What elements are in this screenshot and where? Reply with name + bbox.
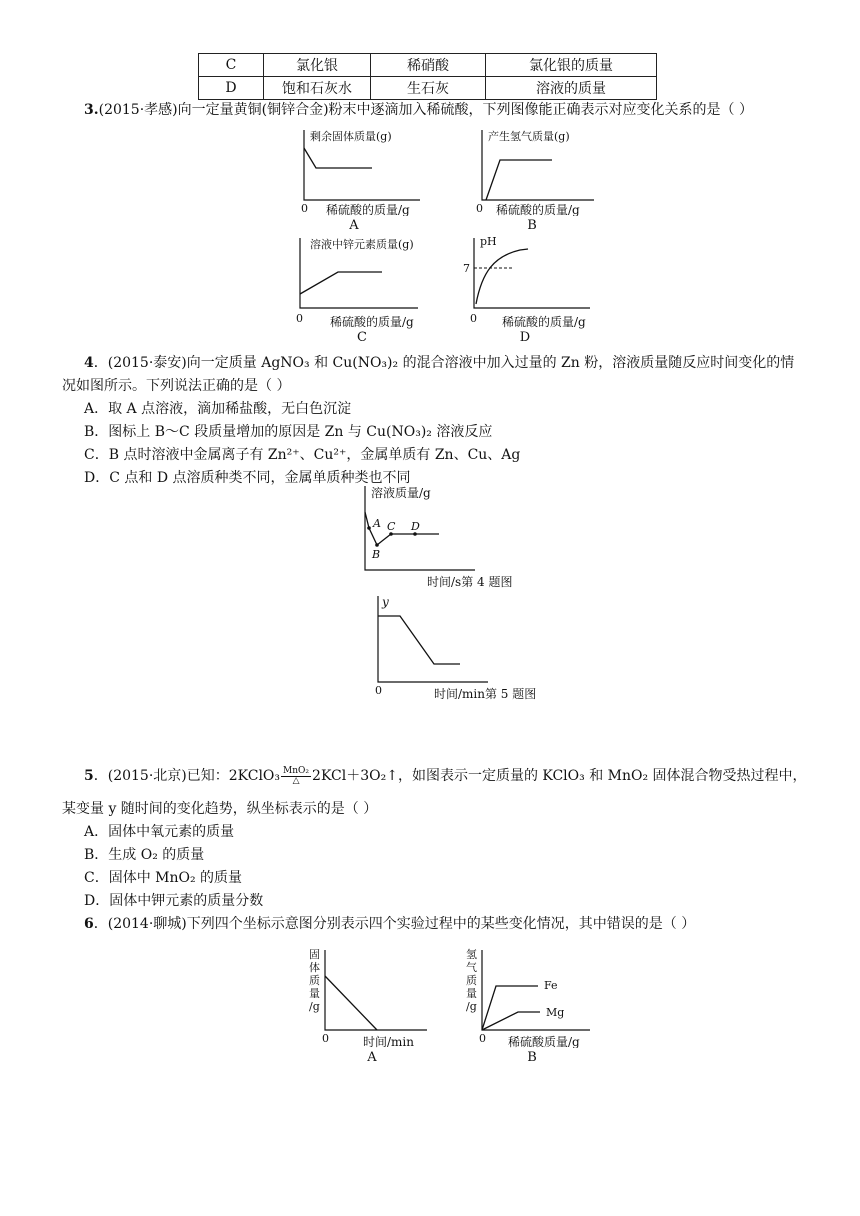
graph-caption: A <box>367 1050 377 1065</box>
y-axis-label-char: 固 <box>309 948 320 961</box>
table-cell: C <box>199 54 264 77</box>
curve <box>476 249 528 304</box>
axes <box>325 950 427 1030</box>
curve <box>486 160 552 200</box>
mg-curve <box>482 1012 540 1030</box>
y-axis-label: pH <box>480 235 497 248</box>
point-d-label: D <box>411 520 420 533</box>
tick-label: 7 <box>463 262 470 275</box>
origin-label: 0 <box>322 1032 329 1045</box>
fe-curve <box>482 986 538 1030</box>
question-number: 6 <box>84 916 94 932</box>
axes <box>474 238 590 308</box>
point-a-dot <box>367 526 371 530</box>
option-c: C．B 点时溶液中金属离子有 Zn²⁺、Cu²⁺，金属单质有 Zn、Cu、Ag <box>84 447 521 463</box>
x-axis-label: 时间/s第 4 题图 <box>427 575 513 589</box>
question-text: ．(2015·泰安)向一定质量 AgNO₃ 和 Cu(NO₃)₂ 的混合溶液中加入过量的 Zn 粉，溶液质量随反应时间变化的情 <box>93 355 795 371</box>
question-number: 4 <box>84 355 94 371</box>
origin-label: 0 <box>470 312 477 325</box>
graph-caption: D <box>519 330 531 345</box>
graph-caption: C <box>357 330 367 345</box>
point-a-label: A <box>373 517 381 530</box>
option-a: A．取 A 点溶液，滴加稀盐酸，无白色沉淀 <box>84 401 352 417</box>
x-axis-label: 时间/min第 5 题图 <box>434 687 537 701</box>
question-6-stem <box>84 914 695 934</box>
graph-caption: B <box>527 1050 537 1065</box>
table-cell: 饱和石灰水 <box>264 77 371 100</box>
option-b: B．生成 O₂ 的质量 <box>84 847 205 863</box>
table-cell: 生石灰 <box>371 77 486 100</box>
question-4-stem <box>84 353 794 373</box>
y-axis-label-char: /g <box>309 1000 320 1013</box>
y-axis-label-char: 质 <box>309 974 320 987</box>
question-number: 5 <box>84 768 94 784</box>
curve <box>300 272 382 294</box>
heat-symbol: △ <box>292 775 300 786</box>
origin-label: 0 <box>479 1032 486 1045</box>
point-b-label: B <box>372 548 381 561</box>
question-text: (2015·孝感)向一定量黄铜(铜锌合金)粉末中逐滴加入稀硫酸，下列图像能正确表示对应变化关系的是（ ） <box>98 102 753 118</box>
table-cell: 稀硝酸 <box>371 54 486 77</box>
y-axis-label-char: 质 <box>466 974 477 987</box>
x-axis-label: 稀硫酸的质量/g <box>326 203 410 216</box>
y-axis-label-char: /g <box>466 1000 477 1013</box>
x-axis-label: 稀硫酸质量/g <box>508 1035 580 1048</box>
q5-graph <box>368 592 568 704</box>
option-c: C．固体中 MnO₂ 的质量 <box>84 870 243 886</box>
option-d: D．固体中钾元素的质量分数 <box>84 893 264 909</box>
table-cell: 氯化银的质量 <box>486 54 657 77</box>
y-axis-label-char: 气 <box>466 961 477 974</box>
curve <box>325 976 377 1030</box>
question-4-stem-cont: 况如图所示。下列说法正确的是（ ） <box>62 378 291 394</box>
table-row <box>199 77 657 100</box>
point-c-label: C <box>387 520 396 533</box>
q3-graph-d <box>460 232 610 330</box>
series-label-fe: Fe <box>544 979 558 992</box>
curve <box>304 148 372 168</box>
origin-label: 0 <box>301 202 308 215</box>
origin-label: 0 <box>375 684 382 697</box>
question-3-stem <box>84 100 753 120</box>
curve <box>378 616 460 664</box>
question-5-stem-cont: 某变量 y 随时间的变化趋势，纵坐标表示的是（ ） <box>62 801 378 817</box>
catalyst-label: MnO₂ <box>283 765 310 776</box>
table-cell: 氯化银 <box>264 54 371 77</box>
graph-caption: A <box>349 218 359 233</box>
y-axis-label: y <box>382 595 389 609</box>
q4-graph <box>355 482 555 590</box>
table-row <box>199 54 657 77</box>
q6-graph-a <box>305 946 435 1048</box>
q3-graph-b <box>470 124 600 216</box>
axes <box>378 596 488 682</box>
answer-table <box>198 53 657 100</box>
option-d: D．C 点和 D 点溶质种类不同，金属单质种类也不同 <box>84 470 411 486</box>
reaction-condition <box>281 767 311 786</box>
question-number: 3. <box>84 102 99 118</box>
table-cell: 溶液的质量 <box>486 77 657 100</box>
y-axis-label: 剩余固体质量(g) <box>310 130 392 143</box>
y-axis-label: 溶液质量/g <box>371 486 431 500</box>
x-axis-label: 时间/min <box>363 1035 414 1048</box>
point-b-dot <box>375 543 379 547</box>
y-axis-label: 溶液中锌元素质量(g) <box>310 238 414 251</box>
table-cell: D <box>199 77 264 100</box>
y-axis-label-char: 氢 <box>466 948 477 961</box>
graph-caption: B <box>527 218 537 233</box>
origin-label: 0 <box>476 202 483 215</box>
series-label-mg: Mg <box>546 1006 565 1019</box>
x-axis-label: 稀硫酸的质量/g <box>502 315 586 329</box>
origin-label: 0 <box>296 312 303 325</box>
axes <box>482 950 590 1030</box>
question-5-stem <box>84 766 807 786</box>
question-text-cont: 2KCl＋3O₂↑，如图表示一定质量的 KClO₃ 和 MnO₂ 固体混合物受热过程中， <box>312 768 807 784</box>
y-axis-label-char: 体 <box>309 961 320 974</box>
q3-graph-c <box>288 232 438 330</box>
option-b: B．图标上 B～C 段质量增加的原因是 Zn 与 Cu(NO₃)₂ 溶液反应 <box>84 424 493 440</box>
q3-graph-a <box>290 124 430 216</box>
y-axis-label-char: 量 <box>466 987 477 1000</box>
x-axis-label: 稀硫酸的质量/g <box>496 203 580 216</box>
q6-graph-b <box>462 946 612 1048</box>
x-axis-label: 稀硫酸的质量/g <box>330 315 414 329</box>
question-text: ．(2015·北京)已知：2KClO₃ <box>93 768 281 784</box>
y-axis-label-char: 量 <box>309 987 320 1000</box>
y-axis-label: 产生氢气质量(g) <box>488 130 570 143</box>
option-a: A．固体中氧元素的质量 <box>84 824 235 840</box>
question-text: ．(2014·聊城)下列四个坐标示意图分别表示四个实验过程中的某些变化情况，其中错误的是（ ） <box>93 916 696 932</box>
